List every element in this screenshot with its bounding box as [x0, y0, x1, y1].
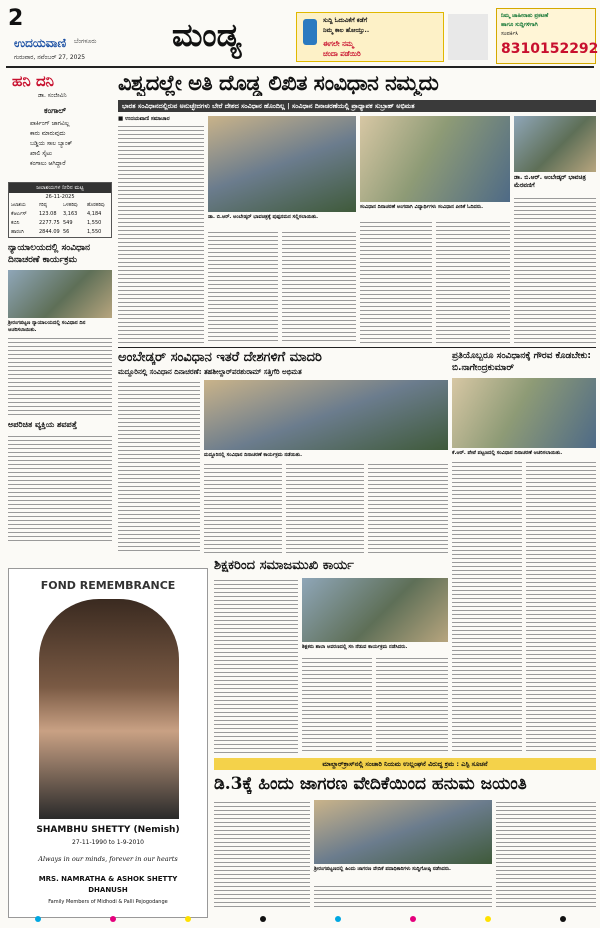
story2-photo: [204, 380, 448, 450]
table-cell: ಕಬಿನಿ: [11, 220, 20, 226]
remembrance-family3: Family Members of Midhodi & Palli Pejogodange: [48, 899, 168, 905]
water-level-table: [8, 182, 112, 238]
story5-body-col1: [214, 800, 310, 910]
table-cell: 1,550: [87, 220, 102, 226]
remembrance-dates: 27-11-1990 to 1-9-2010: [72, 839, 144, 846]
ad2-phone: 8310152292: [501, 41, 599, 57]
print-registration-marks: [0, 914, 600, 924]
left-story-body: [8, 336, 112, 416]
table-cell: 56: [63, 229, 70, 235]
story4-photo: [302, 578, 448, 642]
reg-dot-magenta: [110, 916, 116, 922]
story5-body-col3: [496, 800, 596, 910]
ad2-line1: ನಿಮ್ಮ ಜಾಹೀರಾತು ಪ್ರಕಟಣೆ: [501, 13, 549, 19]
story4-body-col1: [214, 578, 298, 754]
story3-photo: [452, 378, 596, 448]
section-rule-1: [118, 347, 596, 348]
reg-dot-magenta: [410, 916, 416, 922]
main-body-col3: [282, 230, 356, 344]
reg-dot-cyan: [35, 916, 41, 922]
story3-caption: ಕೆ.ಆರ್. ಪೇಟೆ ಪಟ್ಟಣದಲ್ಲಿ ಸಂವಿಧಾನ ದಿನಾಚರಣೆ ಆಚರಿಸಲಾಯಿತು.: [452, 450, 563, 456]
unknown-body-text: [8, 434, 112, 544]
story4-headline: ಶಿಕ್ಷಕರಿಂದ ಸಮಾಜಮುಖಿ ಕಾರ್ಯ: [214, 558, 354, 573]
main-photo-2: [360, 116, 510, 202]
main-photo-3: [514, 116, 596, 172]
portrait: [39, 599, 179, 819]
story5-headline: ಡಿ.3ಕ್ಕೆ ಹಿಂದು ಜಾಗರಣ ವೇದಿಕೆಯಿಂದ ಹನುಮ ಜಯಂತಿ: [214, 774, 527, 794]
main-body-col4: [360, 220, 432, 344]
honi-dani-heading: ಕಂಗಾಲ್: [44, 106, 67, 115]
subscription-ad: [296, 12, 444, 62]
reg-dot-black: [560, 916, 566, 922]
main-body-col1: [118, 124, 204, 344]
story5-body-col2: [314, 884, 492, 910]
main-body-col2: [208, 230, 278, 344]
reg-dot-black: [260, 916, 266, 922]
honi-line-4: ಖಾಲಿ ಸೈಟು: [30, 150, 53, 157]
main-subheadline: ಭಾರತ ಸಂವಿಧಾನದಲ್ಲಿರುವ ಅನುಚ್ಛೇದಗಳು ಬೇರೆ ದೇಶದ ಸಂವಿಧಾನ ಹೊಂದಿಲ್ಲ | ಸಂವಿಧಾನ ದಿನಾಚರಣೆಯಲ್ಲಿ ಪ್ರಾಧ್ಯಾಪಕ ಸುಬ್ರಾಹ್ ಅಭಿಮತ: [118, 100, 596, 112]
brand-logo: ಉದಯವಾಣಿ: [14, 36, 67, 50]
story2-subheadline: ಮದ್ದೂರಿನಲ್ಲಿ ಸಂವಿಧಾನ ದಿನಾಚರಣೆ: ತಹಶೀಲ್ದಾರ್‌ಪರಶುರಾಮ್ ಸತ್ತಿಗೆರಿ ಅಭಿಮತ: [118, 368, 302, 376]
honi-line-1: ಪಾರ್ಕಿಂಗ್ ಜಾಗವಿಲ್ಲ: [30, 120, 70, 127]
story3-headline: ಪ್ರತಿಯೊಬ್ಬರೂ ಸಂವಿಧಾನಕ್ಕೆ ಗೌರವ ಕೊಡಬೇಕು: ಬಿ.ನಾಗೇಂದ್ರಕುಮಾರ್: [452, 351, 592, 373]
unknown-body-heading: ಅಪರಿಚಿತ ವ್ಯಕ್ತಿಯ ಶವಪತ್ತೆ: [8, 420, 77, 429]
ad1-line2: ನಿಮ್ಮ ಕಾಲ ಹೋಯ್ತು..: [323, 27, 370, 34]
main-photo-1: [208, 116, 356, 212]
story2-body-col3: [286, 462, 364, 554]
honi-line-5: ಕಂಗಾಲು ಆಗಿದ್ದಾರೆ: [30, 160, 66, 167]
court-photo: [8, 270, 112, 318]
contact-ad: [496, 8, 599, 64]
date-line: ಗುರುವಾರ, ನವೆಂಬರ್ 27, 2025: [14, 54, 86, 61]
remembrance-title: FOND REMEMBRANCE: [40, 579, 176, 592]
ad2-line3: ಸಂಪರ್ಕಿಸಿ: [501, 31, 519, 37]
honi-dani-title: ಹನಿ ದನಿ: [12, 72, 54, 90]
water-table-date: 26-11-2025: [45, 194, 75, 200]
main-headline: ವಿಶ್ವದಲ್ಲೇ ಅತಿ ದೊಡ್ಡ ಲಿಖಿತ ಸಂವಿಧಾನ ನಮ್ಮದು: [118, 70, 439, 95]
story2-caption: ಮದ್ದೂರಿನಲ್ಲಿ ಸಂವಿಧಾನ ದಿನಾಚರಣೆ ಕಾರ್ಯಕ್ರಮ ನಡೆಯಿತು.: [204, 452, 302, 458]
remembrance-name: SHAMBHU SHETTY (Nemish): [36, 825, 180, 835]
table-cell: 2844.09: [39, 229, 60, 235]
story4-caption: ಶಿಕ್ಷಕರು ಶಾಲಾ ಆವರಣದಲ್ಲಿ ಸಸಿ ನೆಡುವ ಕಾರ್ಯಕ್ರಮ ನಡೆಸಿದರು.: [302, 644, 408, 650]
horoscope-box: [8, 70, 112, 180]
table-cell: 3,163: [63, 211, 78, 217]
honi-line-3: ಬಡ್ಡಿಯ ಸಾಲ ಬ್ಯಾಂಕ್: [30, 140, 73, 147]
reg-dot-yellow: [485, 916, 491, 922]
story3-body-col2: [526, 460, 596, 754]
table-cell: 123.08: [39, 211, 57, 217]
remembrance-ad: [8, 568, 208, 918]
table-cell: 4,184: [87, 211, 102, 217]
main-caption-1: ಡಾ. ಬಿ.ಆರ್. ಅಂಬೇಡ್ಕರ್ ಭಾವಚಿತ್ರಕ್ಕೆ ಪುಷ್ಪನಮನ ಸಲ್ಲಿಸಲಾಯಿತು.: [208, 214, 319, 220]
water-h1: ಗರಿಷ್ಠ: [39, 203, 47, 208]
page-number: 2: [8, 6, 24, 31]
story5-photo: [314, 800, 492, 864]
story5-caption: ಶ್ರೀರಂಗಪಟ್ಟಣದಲ್ಲಿ ಹಿಂದು ಜಾಗರಣ ವೇದಿಕೆ ಪದಾಧಿಕಾರಿಗಳು ಸುದ್ದಿಗೋಷ್ಠಿ ನಡೆಸಿದರು.: [314, 866, 451, 872]
remembrance-family2: DHANUSH: [88, 886, 128, 894]
reg-dot-yellow: [185, 916, 191, 922]
ad1-slogan2: ಚಂದಾ ಪಡೆಯಿರಿ: [323, 50, 361, 58]
ad2-line2: ಹಾಗೂ ಸುದ್ದಿಗಳಿಗಾಗಿ: [501, 22, 538, 28]
table-cell: 549: [63, 220, 73, 226]
edition-label: ಬೆಂಗಳೂರು: [74, 38, 97, 45]
traffic-banner: ಮಾಲ್ದಾರ್‌ಕ್ರಾಸ್‌ನಲ್ಲಿ ಸಂಚಾರಿ ನಿಯಮ ಉಲ್ಲಂಘನೆ ವಿರುದ್ಧ ಕ್ರಮ : ಎಸ್ಪಿ ಸೂಚನೆ: [214, 758, 596, 770]
table-cell: 2277.75: [39, 220, 60, 226]
main-body-col6: [514, 196, 596, 344]
story2-headline: ಅಂಬೇಡ್ಕರ್ ಸಂವಿಧಾನ ಇತರೆ ದೇಶಗಳಿಗೆ ಮಾದರಿ: [118, 350, 322, 365]
section-title: ಮಂಡ್ಯ: [172, 16, 242, 54]
remembrance-family: MRS. NAMRATHA & ASHOK SHETTY: [38, 875, 178, 883]
reg-dot-cyan: [335, 916, 341, 922]
story2-body-col2: [204, 462, 282, 554]
main-byline: ■ ಉದಯವಾಣಿ ಸಮಾಚಾರ: [118, 116, 170, 122]
water-h0: ಜಲಾಶಯ: [11, 203, 26, 208]
story3-body-col1: [452, 460, 522, 754]
story4-body-col2: [302, 656, 372, 754]
ad1-slogan: ಈಗಲೇ ನಮ್ಮ: [323, 40, 354, 48]
story2-body-col1: [118, 380, 200, 554]
remembrance-quote: Always in our minds, forever in our hearts: [38, 855, 178, 863]
table-cell: ಕೆಆರ್ಎಸ್: [11, 211, 27, 217]
side-heading: ಡಾ. ಬಿ.ಆರ್. ಅಂಬೇಡ್ಕರ್ ಭಾವಚಿತ್ರ ಮೆರವಣಿಗೆ: [514, 174, 586, 189]
table-cell: ಹಾರಂಗಿ: [11, 229, 24, 235]
main-body-col5: [436, 220, 510, 344]
water-h2: ಒಳಹರಿವು: [63, 203, 78, 208]
story2-body-col4: [368, 462, 448, 554]
masthead-rule: [6, 66, 594, 68]
honi-line-2: ಕಾರು ಮಾರುವುದು: [30, 130, 66, 137]
story4-body-col3: [376, 656, 448, 754]
left-story-caption: ಶ್ರೀರಂಗಪಟ್ಟಣ ನ್ಯಾಯಾಲಯದಲ್ಲಿ ಸಂವಿಧಾನ ದಿನ ಆಚರಿಸಲಾಯಿತು.: [8, 320, 86, 333]
table-cell: 1,550: [87, 229, 102, 235]
left-story-headline: ನ್ಯಾಯಾಲಯದಲ್ಲಿ ಸಂವಿಧಾನ ದಿನಾಚರಣೆ ಕಾರ್ಯಕ್ರಮ: [8, 243, 91, 265]
app-badge: [448, 14, 488, 60]
water-table-title: ಜಲಾಶಯಗಳ ನೀರಿನ ಮಟ್ಟ: [9, 183, 111, 193]
main-caption-2: ಸಂವಿಧಾನ ದಿನಾಚರಣೆ ಅಂಗವಾಗಿ ವಿದ್ಯಾರ್ಥಿಗಳು ಸಂವಿಧಾನ ಪೀಠಿಕೆ ಓದಿದರು.: [360, 204, 484, 210]
water-h3: ಹೊರಹರಿವು: [87, 203, 105, 208]
ad1-line1: ಸುದ್ದಿ ಓದುವಿಕೆಗೆ ಕಡೆಗೆ: [323, 17, 368, 24]
phone-icon: [303, 19, 317, 45]
honi-dani-subtitle: ಡಾ. ಸಂಜೀವಿನಿ: [38, 92, 67, 99]
